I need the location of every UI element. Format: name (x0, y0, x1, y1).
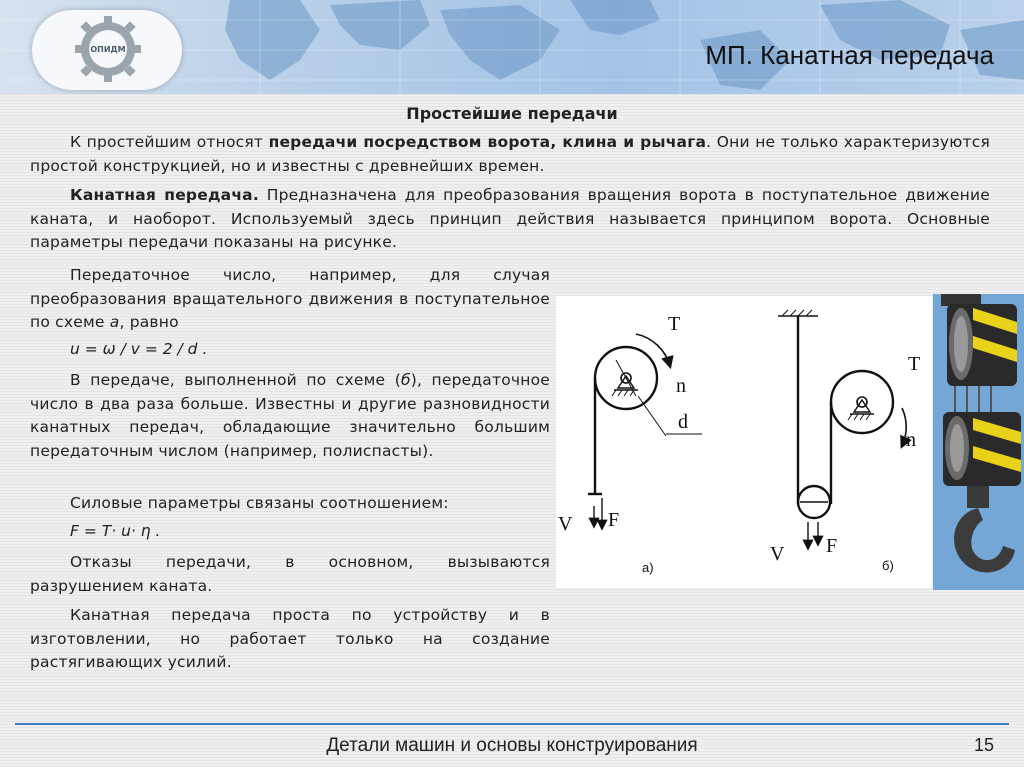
pulley-block-photo (933, 294, 1024, 590)
footer-course-title: Детали машин и основы конструирования (326, 735, 698, 756)
label-b-T: T (908, 353, 921, 375)
label-b-n: n (906, 429, 916, 451)
label-a-V: V (558, 513, 573, 535)
label-a-F: F (608, 509, 620, 531)
caption-b: б) (882, 558, 894, 573)
paragraph-scheme-b: В передаче, выполненной по схеме (б), передаточное число в два раза больше. Известны и другие разновидности канатных передач, обладающие значительно большим передаточным числом (например, полиспасты). (30, 371, 550, 460)
scheme-b (778, 310, 906, 548)
paragraph-failures: Отказы передачи, в основном, вызываются разрушением каната. (30, 553, 550, 595)
label-a-n: n (676, 375, 686, 397)
paragraph-force-params: Силовые параметры связаны соотношением: (70, 494, 449, 512)
footer-divider (15, 723, 1009, 725)
caption-a: а) (642, 560, 654, 575)
gear-logo-icon (70, 14, 146, 84)
label-a-d: d (678, 411, 688, 433)
slide-title: МП. Канатная передача (705, 40, 994, 70)
paragraph-conclusion: Канатная передача проста по устройству и в изготовлении, но работает только на создание растягивающих усилий. (30, 606, 550, 671)
formula-gear-ratio: u = ω / v = 2 / d . (70, 340, 208, 358)
section-subtitle: Простейшие передачи (406, 104, 618, 123)
formula-force: F = T· u· η . (70, 522, 161, 540)
label-b-V: V (770, 543, 785, 565)
label-a-T: T (668, 313, 681, 335)
slide-header (0, 0, 1024, 94)
page-number: 15 (973, 735, 994, 755)
paragraph-intro: К простейшим относят передачи посредством ворота, клина и рычага. Они не только характеризуются простой конструкцией, но и известны с древнейших времен. (30, 133, 990, 175)
label-b-F: F (826, 535, 838, 557)
paragraph-rope-transmission: Канатная передача. Предназначена для преобразования вращения ворота в поступательное движение каната, и наоборот. Используемый здесь принцип действия называется принципом ворота. Основные параметры передачи показаны на рисунке. (30, 186, 990, 251)
rope-transmission-figure (556, 296, 932, 588)
svg-text:ОПИДМ: ОПИДМ (90, 45, 126, 54)
paragraph-gear-ratio: Передаточное число, например, для случая преобразования вращательного движения в поступательное по схеме а, равно (30, 266, 550, 331)
